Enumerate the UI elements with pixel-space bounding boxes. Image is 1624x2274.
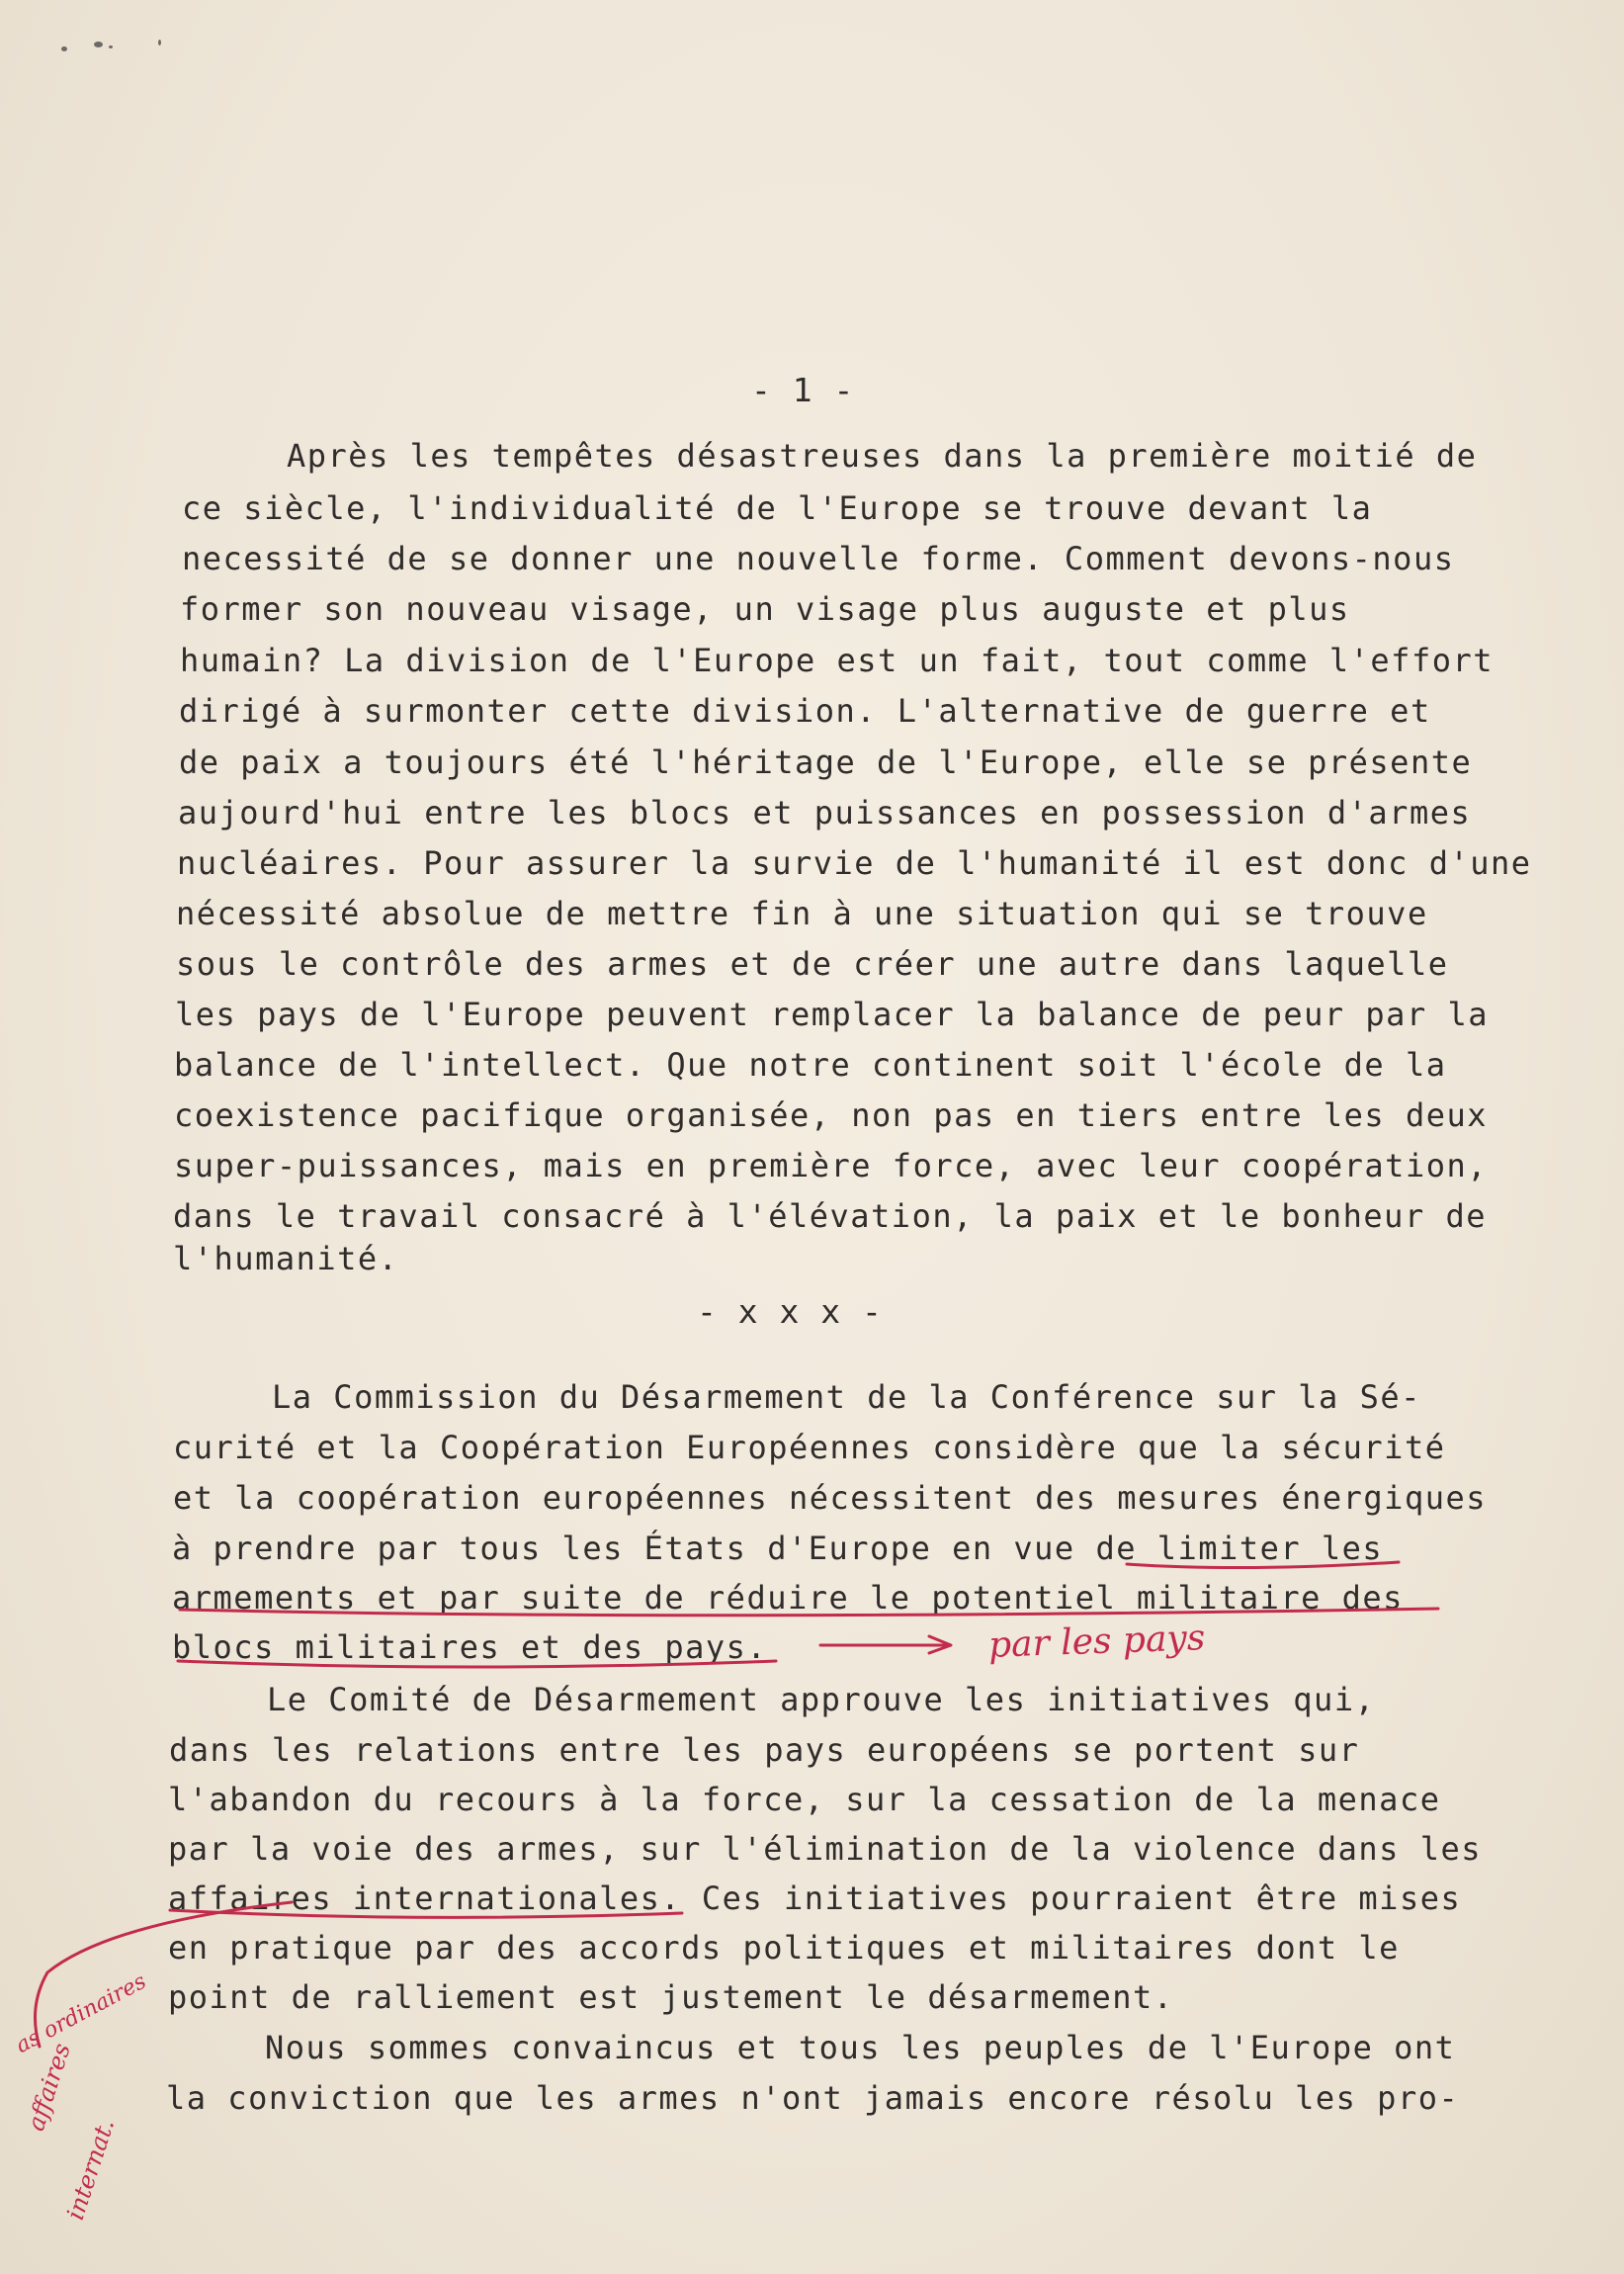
text-line: par la voie des armes, sur l'élimination de la violence dans les: [168, 1830, 1482, 1868]
text-line: dans les relations entre les pays européens se portent sur: [169, 1731, 1360, 1769]
underline-stroke: [178, 1661, 776, 1667]
text-line: humain? La division de l'Europe est un fait, tout comme l'effort: [180, 642, 1494, 679]
underline-stroke: [180, 1609, 1438, 1616]
text-line: de paix a toujours été l'héritage de l'Europe, elle se présente: [179, 743, 1473, 781]
text-line: balance de l'intellect. Que notre continent soit l'école de la: [174, 1046, 1447, 1084]
text-line: former son nouveau visage, un visage plus auguste et plus: [180, 590, 1350, 628]
text-line: curité et la Coopération Européennes considère que la sécurité: [173, 1429, 1446, 1466]
text-line: et la coopération européennes nécessitent des mesures énergiques: [173, 1479, 1487, 1517]
text-line: en pratique par des accords politiques et militaires dont le: [168, 1929, 1400, 1967]
insertion-note: par les pays: [987, 1618, 1206, 1666]
margin-note-line: internat.: [61, 2115, 121, 2224]
text-line: Nous sommes convaincus et tous les peuples de l'Europe ont: [265, 2029, 1456, 2066]
text-line: l'abandon du recours à la force, sur la cessation de la menace: [168, 1781, 1441, 1818]
text-line: dirigé à surmonter cette division. L'alternative de guerre et: [179, 692, 1431, 730]
text-line: affaires internationales. Ces initiatives pourraient être mises: [168, 1880, 1462, 1917]
text-line: Le Comité de Désarmement approuve les initiatives qui,: [267, 1681, 1376, 1718]
margin-note-line: as ordinaires: [12, 1968, 151, 2059]
text-line: necessité de se donner une nouvelle forme. Comment devons-nous: [182, 540, 1455, 577]
text-line: point de ralliement est justement le désarmement.: [168, 1978, 1174, 2016]
text-line: la conviction que les armes n'ont jamais encore résolu les pro-: [166, 2079, 1460, 2117]
text-line: armements et par suite de réduire le potentiel militaire des: [172, 1579, 1404, 1617]
text-line: sous le contrôle des armes et de créer une autre dans laquelle: [176, 945, 1449, 983]
text-line: nucléaires. Pour assurer la survie de l'humanité il est donc d'une: [177, 844, 1532, 882]
insertion-arrow: [820, 1636, 951, 1653]
text-line: coexistence pacifique organisée, non pas en tiers entre les deux: [174, 1096, 1488, 1134]
underline-stroke: [170, 1910, 682, 1917]
underline-stroke: [1127, 1562, 1399, 1568]
text-line: aujourd'hui entre les blocs et puissances en possession d'armes: [178, 794, 1472, 831]
text-line: blocs militaires et des pays.: [172, 1628, 768, 1666]
text-line: dans le travail consacré à l'élévation, la paix et le bonheur de: [173, 1197, 1487, 1235]
text-line: à prendre par tous les États d'Europe en vue de limiter les: [172, 1530, 1384, 1567]
text-line: super-puissances, mais en première force, avec leur coopération,: [174, 1147, 1488, 1184]
margin-note-line: affaires: [22, 2040, 76, 2135]
text-line: nécessité absolue de mettre fin à une situation qui se trouve: [176, 895, 1428, 932]
text-line: Après les tempêtes désastreuses dans la première moitié de: [287, 437, 1478, 475]
text-line: les pays de l'Europe peuvent remplacer la balance de peur par la: [175, 996, 1489, 1033]
text-line: ce siècle, l'individualité de l'Europe se trouve devant la: [182, 489, 1373, 527]
page-number: - 1 -: [751, 371, 855, 409]
text-line: La Commission du Désarmement de la Conférence sur la Sé-: [272, 1378, 1421, 1416]
text-line: l'humanité.: [173, 1240, 399, 1277]
section-separator: - x x x -: [697, 1292, 883, 1331]
